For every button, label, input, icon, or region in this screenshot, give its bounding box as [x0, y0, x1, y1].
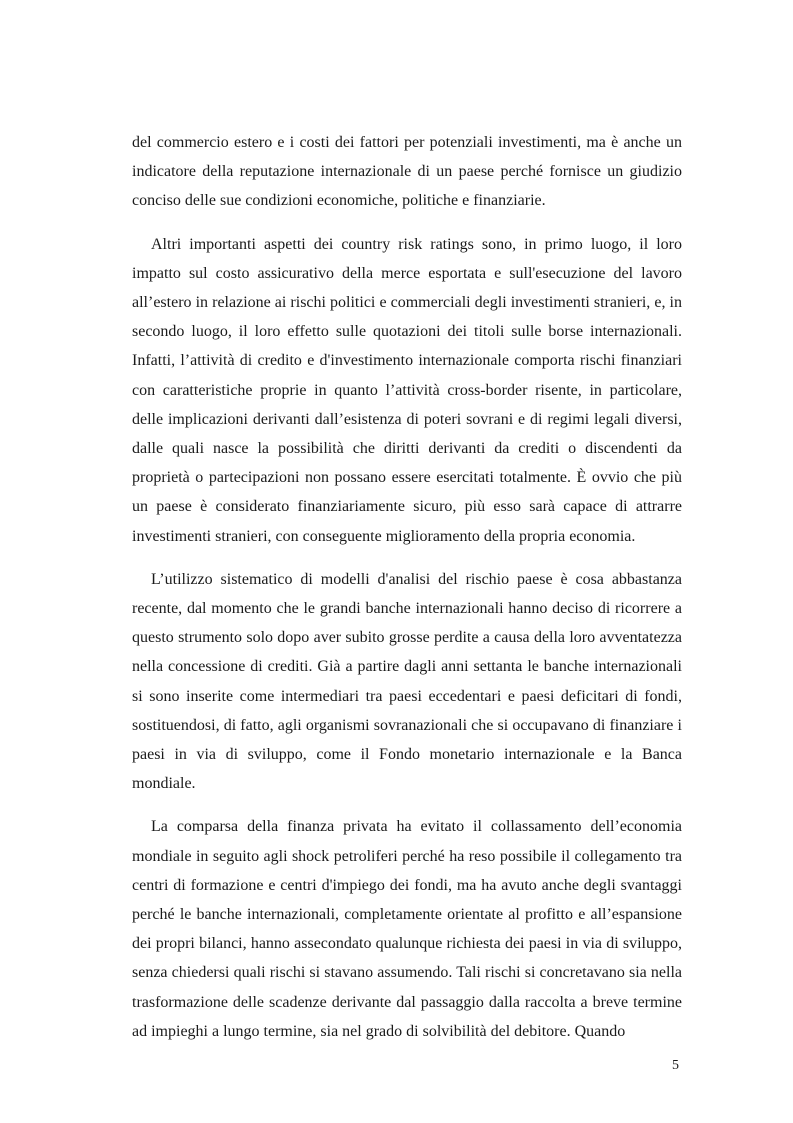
- paragraph-3: L’utilizzo sistematico di modelli d'analisi del rischio paese è cosa abbastanza recente, dal momento che le grandi banche internazionali hanno deciso di ricorrere a questo strumento solo dopo aver subito grosse perdite a causa della loro avventatezza nella concessione di crediti. Già a partire dagli anni settanta le banche internazionali si sono inserite come intermediari tra paesi eccedentari e paesi deficitari di fondi, sostituendosi, di fatto, agli organismi sovranazionali che si occupavano di finanziare i paesi in via di sviluppo, come il Fondo monetario internazionale e la Banca mondiale.: [132, 570, 682, 793]
- paragraph-4: La comparsa della finanza privata ha evitato il collassamento dell’economia mondiale in seguito agli shock petroliferi perché ha reso possibile il collegamento tra centri di formazione e centri d'impiego dei fondi, ma ha avuto anche degli svantaggi perché le banche internazionali, completamente orientate al profitto e all’espansione dei propri bilanci, hanno assecondato qualunque richiesta dei paesi in via di sviluppo, senza chiedersi quali rischi si stavano assumendo. Tali rischi si concretavano sia nella trasformazione delle scadenze derivante dal passaggio dalla raccolta a breve termine ad impieghi a lungo termine, sia nel grado di solvibilità del debitore. Quando: [132, 818, 682, 1040]
- body-text: [132, 128, 682, 1046]
- page-number: 5: [672, 1058, 679, 1073]
- paragraph-1: del commercio estero e i costi dei fattori per potenziali investimenti, ma è anche un indicatore della reputazione internazionale di un paese perché fornisce un giudizio conciso delle sue condizioni economiche, politiche e finanziarie.: [132, 134, 682, 210]
- paragraph-2: Altri importanti aspetti dei country risk ratings sono, in primo luogo, il loro impatto sul costo assicurativo della merce esportata e sull'esecuzione del lavoro all’estero in relazione ai rischi politici e commerciali degli investimenti stranieri, e, in secondo luogo, il loro effetto sulle quotazioni dei titoli sulle borse internazionali. Infatti, l’attività di credito e d'investimento internazionale comporta rischi finanziari con caratteristiche proprie in quanto l’attività cross-border risente, in particolare, delle implicazioni derivanti dall’esistenza di poteri sovrani e di regimi legali diversi, dalle quali nasce la possibilità che diritti derivanti da crediti o discendenti da proprietà o partecipazioni non possano essere esercitati totalmente. È ovvio che più un paese è considerato finanziariamente sicuro, più esso sarà capace di attrarre investimenti stranieri, con conseguente miglioramento della propria economia.: [132, 235, 682, 545]
